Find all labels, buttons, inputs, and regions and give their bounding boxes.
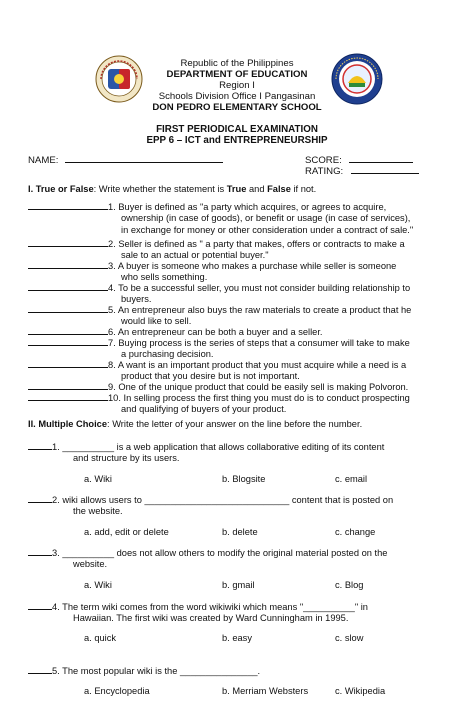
tf-item-text: 3. A buyer is someone who makes a purchase while seller is someone xyxy=(108,261,397,271)
mc-choice: b. easy xyxy=(222,633,252,643)
exam-title: FIRST PERIODICAL EXAMINATION xyxy=(156,124,318,135)
mc-choice: b. Blogsite xyxy=(222,474,266,484)
mc-question-text: 4. The term wiki comes from the word wikiwiki which means "__________" in xyxy=(52,602,368,612)
part2-instruction: : Write the letter of your answer on the line before the number. xyxy=(107,419,363,429)
mc-choice: a. Wiki xyxy=(84,580,112,590)
mc-choice: c. email xyxy=(335,474,368,484)
tf-item xyxy=(28,238,448,262)
score-line[interactable] xyxy=(349,153,413,163)
tf-item-continuation: would like to sell. xyxy=(121,316,192,327)
answer-blank[interactable] xyxy=(28,238,108,247)
mc-question-text: 2. wiki allows users to ____________________________ content that is posted on xyxy=(52,495,394,505)
tf-item-continuation: and qualifying of buyers of your product. xyxy=(121,404,287,415)
tf-item-text: 8. A want is an important product that you must acquire while a need is a xyxy=(108,360,407,370)
answer-blank[interactable] xyxy=(28,201,108,210)
tf-item-continuation: buyers. xyxy=(121,294,152,305)
tf-item xyxy=(28,201,448,236)
answer-blank[interactable] xyxy=(28,441,52,450)
tf-item-continuation: in exchange for money or other consideration under a contract of sale." xyxy=(121,224,414,235)
tf-item-text: 6. An entrepreneur can be both a buyer and a seller. xyxy=(108,327,323,337)
answer-blank[interactable] xyxy=(28,494,52,503)
school-name: DON PEDRO ELEMENTARY SCHOOL xyxy=(152,102,322,113)
division-line: Schools Division Office I Pangasinan xyxy=(158,91,316,102)
false-word: False xyxy=(267,184,291,194)
answer-blank[interactable] xyxy=(28,304,108,313)
tf-item-text: 5. An entrepreneur also buys the raw materials to create a product that he xyxy=(108,305,412,315)
department-name: DEPARTMENT OF EDUCATION xyxy=(166,69,308,80)
score-label: SCORE: xyxy=(305,155,342,166)
answer-blank[interactable] xyxy=(28,547,52,556)
mc-question-text: 3. __________ does not allow others to modify the original material posted on the xyxy=(52,548,388,558)
tf-item-continuation: ownership (in case of goods), or benefit or usage (in case of services), xyxy=(121,213,411,224)
answer-blank[interactable] xyxy=(28,326,108,335)
answer-blank[interactable] xyxy=(28,381,108,390)
answer-blank[interactable] xyxy=(28,359,108,368)
tf-item-text: 10. In selling process the first thing you must do is to conduct prospecting xyxy=(108,393,410,403)
tf-item-text: 4. To be a successful seller, you must not consider building relationship to xyxy=(108,283,411,293)
mc-choice: a. Encyclopedia xyxy=(84,686,150,696)
tf-item-text: 7. Buying process is the series of steps that a consumer will take to make xyxy=(108,338,410,348)
tf-item-continuation: a purchasing decision. xyxy=(121,349,214,360)
mc-question xyxy=(28,494,448,518)
mc-choice: a. quick xyxy=(84,633,117,643)
tf-item-continuation: sale to an actual or potential buyer." xyxy=(121,250,269,261)
mc-question-continuation: and structure by its users. xyxy=(73,453,180,464)
mc-choice: a. Wiki xyxy=(84,474,112,484)
mc-choice: a. add, edit or delete xyxy=(84,527,169,537)
rating-line[interactable] xyxy=(351,164,419,174)
tf-item-continuation: product that you desire but is not important. xyxy=(121,371,300,382)
mc-question xyxy=(28,665,448,677)
mc-choice: c. slow xyxy=(335,633,364,643)
answer-blank[interactable] xyxy=(28,601,52,610)
tf-item xyxy=(28,260,448,284)
true-word: True xyxy=(226,184,247,194)
tf-item-continuation: who sells something. xyxy=(121,272,208,283)
part2-title: II. Multiple Choice xyxy=(28,419,108,429)
answer-blank[interactable] xyxy=(28,665,52,674)
tf-item-text: 2. Seller is defined as " a party that makes, offers or contracts to make a xyxy=(108,239,405,249)
mc-question-continuation: the website. xyxy=(73,506,123,517)
and-word: and xyxy=(246,184,268,194)
mc-choice: c. Blog xyxy=(335,580,364,590)
tf-item xyxy=(28,304,448,328)
answer-blank[interactable] xyxy=(28,337,108,346)
answer-blank[interactable] xyxy=(28,260,108,269)
answer-blank[interactable] xyxy=(28,282,108,291)
mc-question-text: 1. __________ is a web application that allows collaborative editing of its content xyxy=(52,442,385,452)
name-line[interactable] xyxy=(65,153,223,163)
tf-item-text: 9. One of the unique product that could be easily sell is making Polvoron. xyxy=(108,382,409,392)
tf-item xyxy=(28,282,448,306)
mc-question-continuation: website. xyxy=(73,559,108,570)
mc-choice: c. change xyxy=(335,527,376,537)
tf-item xyxy=(28,392,448,416)
part1-heading xyxy=(28,184,448,195)
answer-blank[interactable] xyxy=(28,392,108,401)
tf-item-text: 1. Buyer is defined as "a party which acquires, or agrees to acquire, xyxy=(108,202,387,212)
name-label: NAME: xyxy=(28,155,59,166)
mc-question xyxy=(28,441,448,465)
rating-label: RATING: xyxy=(305,166,344,177)
mc-choice: b. gmail xyxy=(222,580,255,590)
part1-instruction-b: if not. xyxy=(290,184,317,194)
region-line: Region I xyxy=(219,80,255,91)
mc-question-continuation: Hawaiian. The first wiki was created by Ward Cunningham in 1995. xyxy=(73,613,349,624)
mc-choice: b. delete xyxy=(222,527,258,537)
mc-question xyxy=(28,601,448,625)
mc-choice: c. Wikipedia xyxy=(335,686,386,696)
mc-question-text: 5. The most popular wiki is the _______________. xyxy=(52,666,261,676)
exam-subject: EPP 6 – ICT and ENTREPRENEURSHIP xyxy=(146,135,328,146)
mc-choice: b. Merriam Websters xyxy=(222,686,309,696)
mc-question xyxy=(28,547,448,571)
tf-item xyxy=(28,337,448,361)
part2-heading xyxy=(28,419,448,430)
name-field[interactable] xyxy=(28,153,223,166)
rating-field[interactable] xyxy=(305,164,419,177)
part1-instruction-a: : Write whether the statement is xyxy=(93,184,227,194)
part1-title: I. True or False xyxy=(28,184,94,194)
republic-line: Republic of the Philippines xyxy=(180,58,294,69)
tf-item xyxy=(28,359,448,383)
